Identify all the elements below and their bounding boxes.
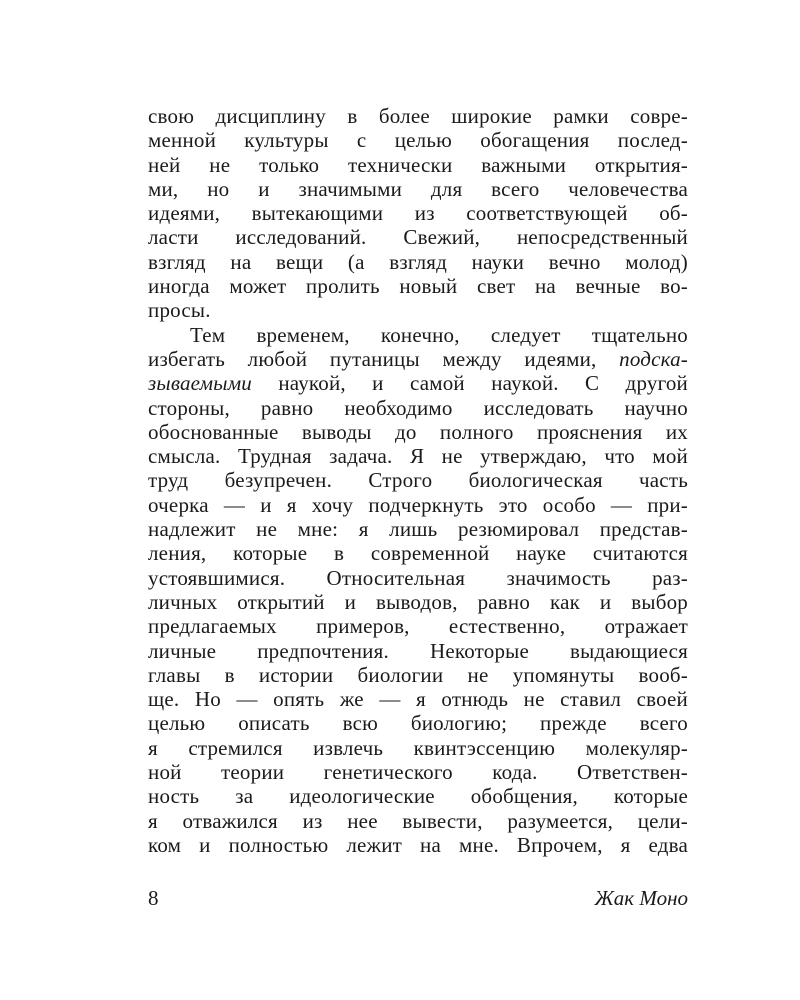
text-line: главы в истории биологии не упомянуты вооб- <box>148 662 688 687</box>
text-line: ком и полностью лежит на мне. Впрочем, я едва <box>148 832 688 857</box>
text-line: я стремился извлечь квинтэссенцию молекуляр- <box>148 735 688 760</box>
text-line: очерка — и я хочу подчеркнуть это особо — при- <box>148 492 688 517</box>
text-line: обоснованные выводы до полного прояснения их <box>148 419 688 444</box>
text-line: предлагаемых примеров, естественно, отражает <box>148 614 688 639</box>
paragraph <box>148 323 688 858</box>
text-line: ней не только технически важными открытия- <box>148 152 688 177</box>
text-line: ми, но и значимыми для всего человечества <box>148 176 688 201</box>
text-line: ласти исследований. Свежий, непосредственный <box>148 225 688 250</box>
text-line: смысла. Трудная задача. Я не утверждаю, что мой <box>148 444 688 469</box>
text-line: идеями, вытекающими из соответствующей об- <box>148 201 688 226</box>
emphasis-text: подска- <box>619 346 689 371</box>
text-fragment: наукой, и самой наукой. С другой <box>278 371 688 396</box>
text-line: ной теории генетического кода. Ответствен- <box>148 760 688 785</box>
page-body <box>148 104 688 857</box>
text-line: ления, которые в современной науке считаются <box>148 541 688 566</box>
text-line: свою дисциплину в более широкие рамки совре- <box>148 104 688 128</box>
text-line: труд безупречен. Строго биологическая часть <box>148 468 688 493</box>
page-number: 8 <box>148 886 159 910</box>
text-line: устоявшимися. Относительная значимость раз- <box>148 565 688 590</box>
emphasis-text: зываемыми <box>148 371 253 396</box>
text-line: целью описать всю биологию; прежде всего <box>148 711 688 736</box>
text-line: я отважился из нее вывести, разумеется, цели- <box>148 808 688 833</box>
text-line: просы. <box>148 298 211 323</box>
text-fragment: избегать любой путаницы между идеями, <box>148 346 597 371</box>
text-line: ность за идеологические обобщения, которые <box>148 784 688 809</box>
text-line: личных открытий и выводов, равно как и выбор <box>148 589 688 614</box>
text-line <box>148 347 688 371</box>
text-line: иногда может пролить новый свет на вечные во- <box>148 274 688 299</box>
text-line: стороны, равно необходимо исследовать научно <box>148 395 688 420</box>
text-line: ще. Но — опять же — я отнюдь не ставил своей <box>148 687 688 712</box>
running-head-author: Жак Моно <box>594 886 688 910</box>
text-line: взгляд на вещи (а взгляд науки вечно молод) <box>148 249 688 274</box>
text-line: надлежит не мне: я лишь резюмировал представ- <box>148 517 688 542</box>
text-line: менной культуры с целью обогащения послед- <box>148 128 688 153</box>
paragraph <box>148 104 688 323</box>
text-line: Тем временем, конечно, следует тщательно <box>190 322 688 347</box>
page-footer <box>148 884 688 912</box>
text-line <box>148 371 688 395</box>
text-line: личные предпочтения. Некоторые выдающиеся <box>148 638 688 663</box>
